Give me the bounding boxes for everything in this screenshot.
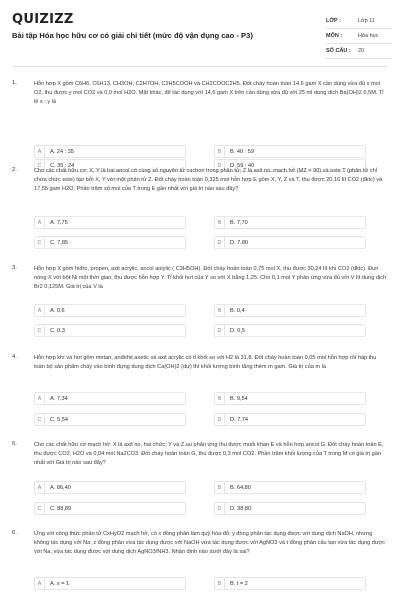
option-c[interactable]: [34, 324, 186, 337]
question-6: [12, 530, 388, 595]
question-number: 6.: [12, 530, 17, 536]
option-c[interactable]: [34, 236, 186, 249]
option-letter: A: [35, 217, 45, 228]
option-d[interactable]: [214, 324, 366, 337]
option-letter: B: [215, 578, 225, 589]
option-text: D. 0,5: [230, 327, 245, 334]
worksheet-meta: [326, 14, 392, 59]
option-letter: A: [35, 305, 45, 316]
meta-subject-row: [326, 29, 392, 44]
option-a[interactable]: [34, 392, 186, 405]
option-text: B. 64,80: [230, 484, 251, 491]
meta-count-value: 20: [358, 48, 365, 54]
option-a[interactable]: [34, 577, 186, 590]
option-letter: A: [35, 146, 45, 157]
option-text: A. 7,34: [50, 395, 68, 402]
meta-subject-label: MÔN :: [326, 33, 343, 39]
option-a[interactable]: [34, 216, 186, 229]
option-text: D. 38,80: [230, 505, 252, 512]
worksheet-title: Bài tập Hóa học hữu cơ có giải chi tiết (mức độ vận dụng cao - P3): [12, 31, 253, 40]
question-number: 2.: [12, 167, 17, 173]
option-letter: B: [215, 482, 225, 493]
option-text: B. 7,70: [230, 219, 248, 226]
option-d[interactable]: [214, 502, 366, 515]
header-divider: [12, 66, 388, 67]
question-number: 3.: [12, 265, 17, 271]
option-letter: C: [35, 414, 45, 425]
option-b[interactable]: [214, 392, 366, 405]
option-text: B. t = 2: [230, 580, 248, 587]
meta-count-row: [326, 44, 392, 59]
question-text: Cho các chất hữu cơ mạch hở: X là axit no, hai chức; Y và Z.au phản ứng thu được muối khan E và hỗn hợp ancol G. Đốt cháy hoàn toàn E, thu được CO2, H2O và 0,04 mol Na2CO3. Đốt cháy hoàn toàn G, thu được 0,3 mol CO2. Phần trăm khối lượng của T trong M có giá trị gần nhất với Giá trị nào sau đây?: [34, 442, 384, 466]
question-3: [12, 265, 388, 345]
quizizz-logo: QUIZIZZ: [12, 12, 74, 27]
option-letter: A: [35, 482, 45, 493]
option-letter: B: [215, 305, 225, 316]
meta-subject-value: Hóa học: [358, 33, 379, 39]
option-letter: D: [215, 237, 225, 248]
option-letter: D: [215, 160, 225, 171]
meta-count-label: SỐ CÂU :: [326, 48, 351, 54]
option-letter: C: [35, 160, 45, 171]
option-letter: C: [35, 325, 45, 336]
option-letter: B: [215, 217, 225, 228]
option-text: A. 24 : 35: [50, 148, 74, 155]
question-text: Cho các chất hữu cơ: X, Y là hai ancol có cùng số nguyên tử cacbon trong phân tử; Z là axit no, mạch hở (MZ = 90) và este T (phân tử chỉ chứa chức este) tạo bởi X, Y với một phân tử Z. Đốt cháy hoàn toàn 0,325 mol hỗn hợp E gồm X, Y, Z và T, thu được 20,16 lít CO2 (đktc) và 17,55 gam H2O. Phần trăm số mol của T trong E gần nhất với giá trị nào sau đây?: [34, 168, 383, 192]
option-b[interactable]: [214, 304, 366, 317]
option-text: C. 7,85: [50, 239, 69, 246]
option-letter: D: [215, 503, 225, 514]
option-text: A. 7,75: [50, 219, 68, 226]
question-text: Hỗn hợp X gồm C6H6, C6H13, CH3OH, C2H7OH, C2H5COOH và CH2COOC2H5. Đốt cháy hoàn toàn 14,6 gam X cần dùng vừa đủ x mol O2, thu được y mol CO2 và 0,9 mol H2O. Mặt khác, để tác dụng với 14,6 gam X trên cần dùng vừa đủ với 25 ml dung dịch Ba(OH)2 0,5M. Tỉ lệ x : y là: [34, 81, 384, 105]
option-text: A. x = 1: [50, 580, 70, 587]
option-text: D. 59 : 40: [230, 162, 255, 169]
question-4: [12, 354, 388, 434]
option-a[interactable]: [34, 304, 186, 317]
option-text: D. 7,74: [230, 416, 249, 423]
option-d[interactable]: [214, 413, 366, 426]
question-text: Hỗn hợp X gồm hiđro, propen, axit acrylic, ancol anlylic ( C3H5OH). Đốt cháy hoàn toàn 0,75 mol X, thu được 30,24 lít khí CO2 (đktc). Đun nóng X với bột Ni một thời gian, thu được hỗn hợp Y. Tỉ khối hơi của Y so với X bằng 1,25. Cho 0,1 mol Y phản ứng vừa đủ với V lít dung dịch Br2 0,125M. Giá trị của V là: [34, 266, 387, 290]
option-text: C. 35 : 24: [50, 162, 75, 169]
option-text: B. 0,4: [230, 307, 245, 314]
option-b[interactable]: [214, 577, 366, 590]
question-number: 4.: [12, 354, 17, 360]
option-a[interactable]: [34, 145, 186, 158]
option-text: B. 40 : 59: [230, 148, 254, 155]
meta-class-label: LỚP :: [326, 18, 341, 24]
question-text: Hỗn hợp khí và hơi gồm metan, anđehit axetic và axit acrylic có tỉ khối so với H2 là 31,8. Đốt cháy hoàn toàn 0,05 mol hỗn hợp rồi hấp thụ toàn bộ sản phẩm cháy vào bình đựng dung dịch Ca(OH)2 (dư) thì khối lượng bình tăng thêm m gam. Giá trị của m là: [34, 355, 377, 370]
option-text: C. 0,3: [50, 327, 65, 334]
option-letter: D: [215, 325, 225, 336]
option-text: A. 0,6: [50, 307, 65, 314]
question-5: [12, 441, 388, 521]
meta-class-row: [326, 14, 392, 29]
question-number: 5.: [12, 441, 17, 447]
option-letter: B: [215, 146, 225, 157]
option-c[interactable]: [34, 502, 186, 515]
option-text: D. 7,80: [230, 239, 249, 246]
question-text: Ứng với công thức phân tử CxHyO2 mạch hở, có x đồng phân làm quỳ hóa đỏ; y đồng phân tác dụng được với dung dịch NaOH, nhưng không tác dụng với Na; z đồng phân vừa tác dụng được với NaOH vừa tác dụng được với AgNO3 và t đồng phân cấu tạo vừa tác dụng được với Na, vừa tác dụng được với dung dịch AgNO3/NH3. Nhận định nào dưới đây là sai?: [34, 531, 386, 555]
option-letter: C: [35, 503, 45, 514]
option-letter: C: [35, 237, 45, 248]
option-c[interactable]: [34, 413, 186, 426]
question-1: [12, 80, 388, 155]
option-text: B. 9,54: [230, 395, 248, 402]
option-text: C. 88,89: [50, 505, 72, 512]
option-letter: D: [215, 414, 225, 425]
option-text: C. 5,54: [50, 416, 69, 423]
question-number: 1.: [12, 80, 17, 86]
option-d[interactable]: [214, 236, 366, 249]
option-text: A. 86,40: [50, 484, 71, 491]
question-2: [12, 167, 388, 267]
option-letter: A: [35, 393, 45, 404]
option-letter: A: [35, 578, 45, 589]
option-b[interactable]: [214, 481, 366, 494]
option-b[interactable]: [214, 145, 366, 158]
meta-class-value: Lớp 11: [358, 18, 375, 24]
option-a[interactable]: [34, 481, 186, 494]
option-b[interactable]: [214, 216, 366, 229]
option-letter: B: [215, 393, 225, 404]
